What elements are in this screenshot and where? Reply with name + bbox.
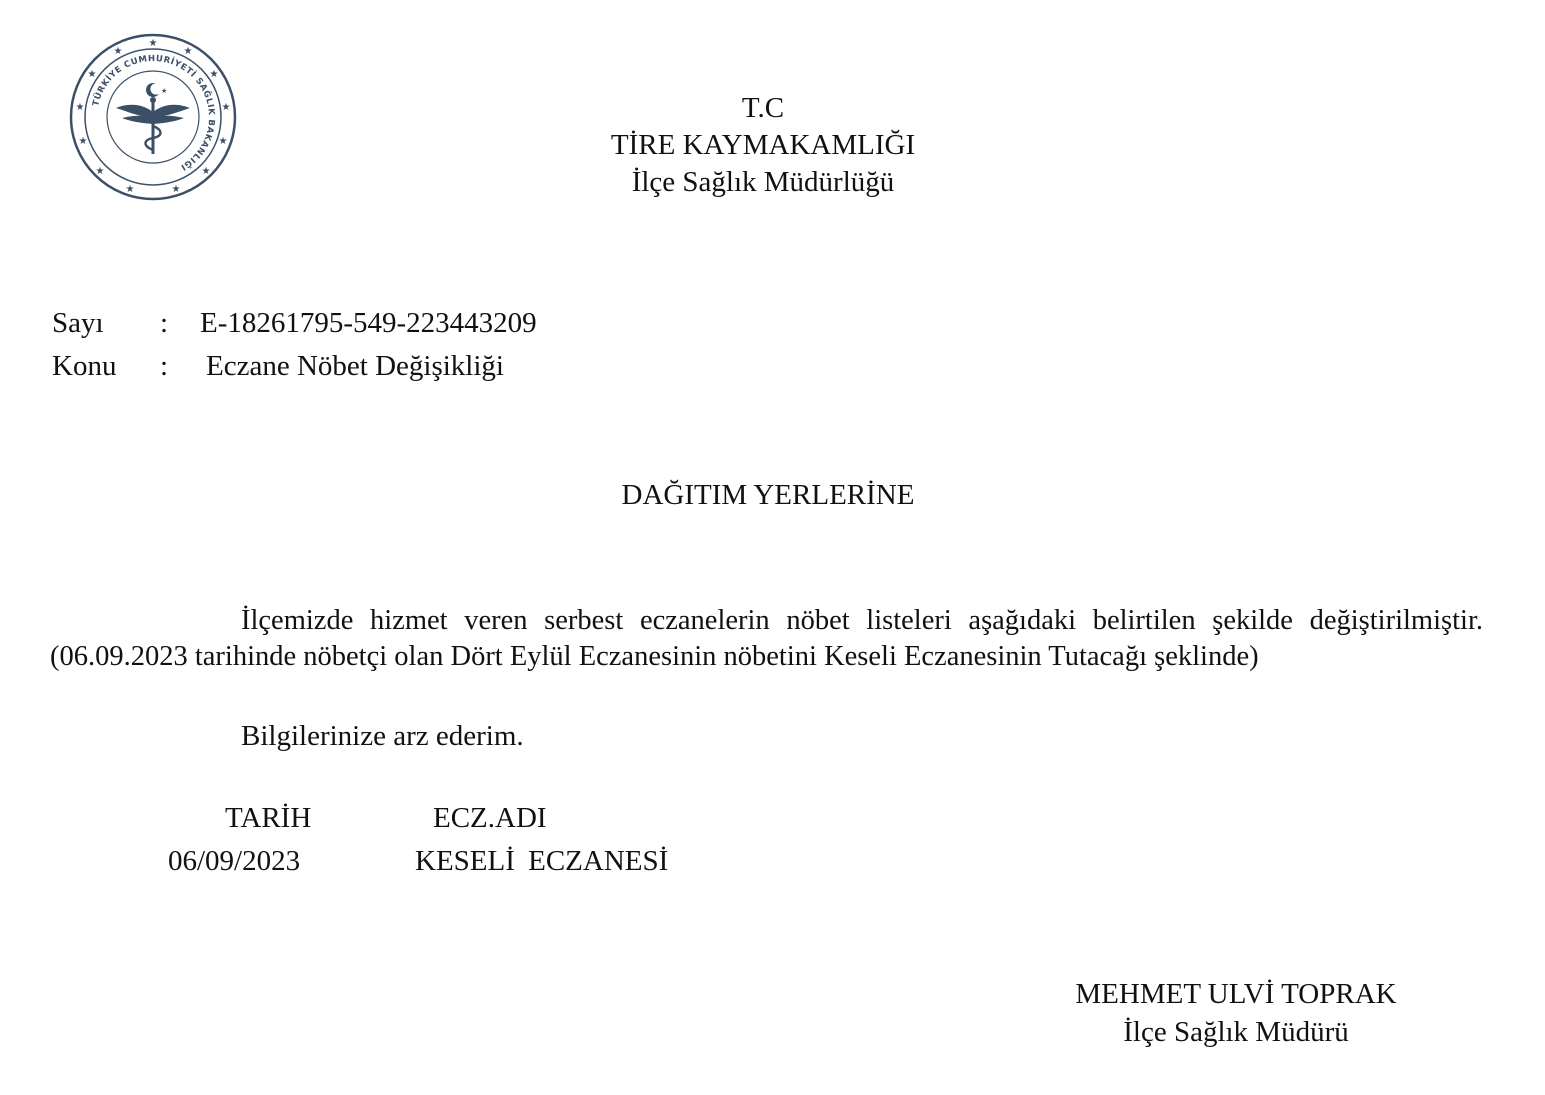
closing-line: Bilgilerinize arz ederim. bbox=[241, 720, 524, 752]
svg-text:★: ★ bbox=[183, 46, 193, 57]
svg-text:TÜRKİYE CUMHURİYETİ SAĞLIK BAK: TÜRKİYE CUMHURİYETİ SAĞLIK BAKANLIĞI bbox=[91, 53, 217, 173]
svg-text:★: ★ bbox=[201, 166, 211, 177]
seal-emblem-icon bbox=[68, 32, 238, 202]
table-cell-date: 06/09/2023 bbox=[168, 845, 301, 877]
header-state: T.C bbox=[741, 92, 785, 124]
svg-text:★: ★ bbox=[125, 184, 135, 195]
subject-label: Konu bbox=[52, 350, 117, 382]
signatory-title: İlçe Sağlık Müdürü bbox=[1123, 1016, 1349, 1048]
svg-text:★: ★ bbox=[75, 102, 85, 113]
svg-text:★: ★ bbox=[218, 136, 228, 147]
reference-number-row bbox=[52, 306, 537, 341]
svg-text:★: ★ bbox=[221, 102, 231, 113]
ministry-seal-logo bbox=[68, 32, 238, 202]
signatory-name: MEHMET ULVİ TOPRAK bbox=[1075, 978, 1397, 1010]
signature-block bbox=[1036, 975, 1436, 1051]
body-paragraph: İlçemizde hizmet veren serbest eczanelerin nöbet listeleri aşağıdaki belirtilen şekilde değiştirilmiştir.(06.09.2023 tarihinde nöbetçi olan Dört Eylül Eczanesinin nöbetini Keseli Eczanesinin Tutacağı şeklinde) bbox=[50, 605, 1483, 672]
svg-text:★: ★ bbox=[95, 166, 105, 177]
svg-text:★: ★ bbox=[148, 38, 158, 49]
reference-number-value: E-18261795-549-223443209 bbox=[200, 307, 537, 339]
reference-number-separator: : bbox=[160, 307, 169, 339]
svg-text:★: ★ bbox=[209, 69, 219, 80]
table-header-date: TARİH bbox=[225, 802, 312, 834]
table-cell-pharmacy-name: KESELİ ECZANESİ bbox=[415, 845, 669, 877]
table-header-pharmacy-name: ECZ.ADI bbox=[433, 802, 547, 834]
svg-text:★: ★ bbox=[113, 46, 123, 57]
svg-text:★: ★ bbox=[78, 136, 88, 147]
subject-value: Eczane Nöbet Değişikliği bbox=[206, 350, 504, 382]
subject-row bbox=[52, 349, 504, 384]
svg-text:★: ★ bbox=[171, 184, 181, 195]
subject-separator: : bbox=[160, 350, 169, 382]
reference-number-label: Sayı bbox=[52, 307, 104, 339]
svg-text:★: ★ bbox=[161, 87, 168, 95]
document-header bbox=[463, 90, 1063, 201]
header-directorate: İlçe Sağlık Müdürlüğü bbox=[631, 166, 895, 198]
header-governorship: TİRE KAYMAKAMLIĞI bbox=[610, 129, 916, 161]
distribution-heading: DAĞITIM YERLERİNE bbox=[621, 479, 915, 511]
svg-text:★: ★ bbox=[87, 69, 97, 80]
